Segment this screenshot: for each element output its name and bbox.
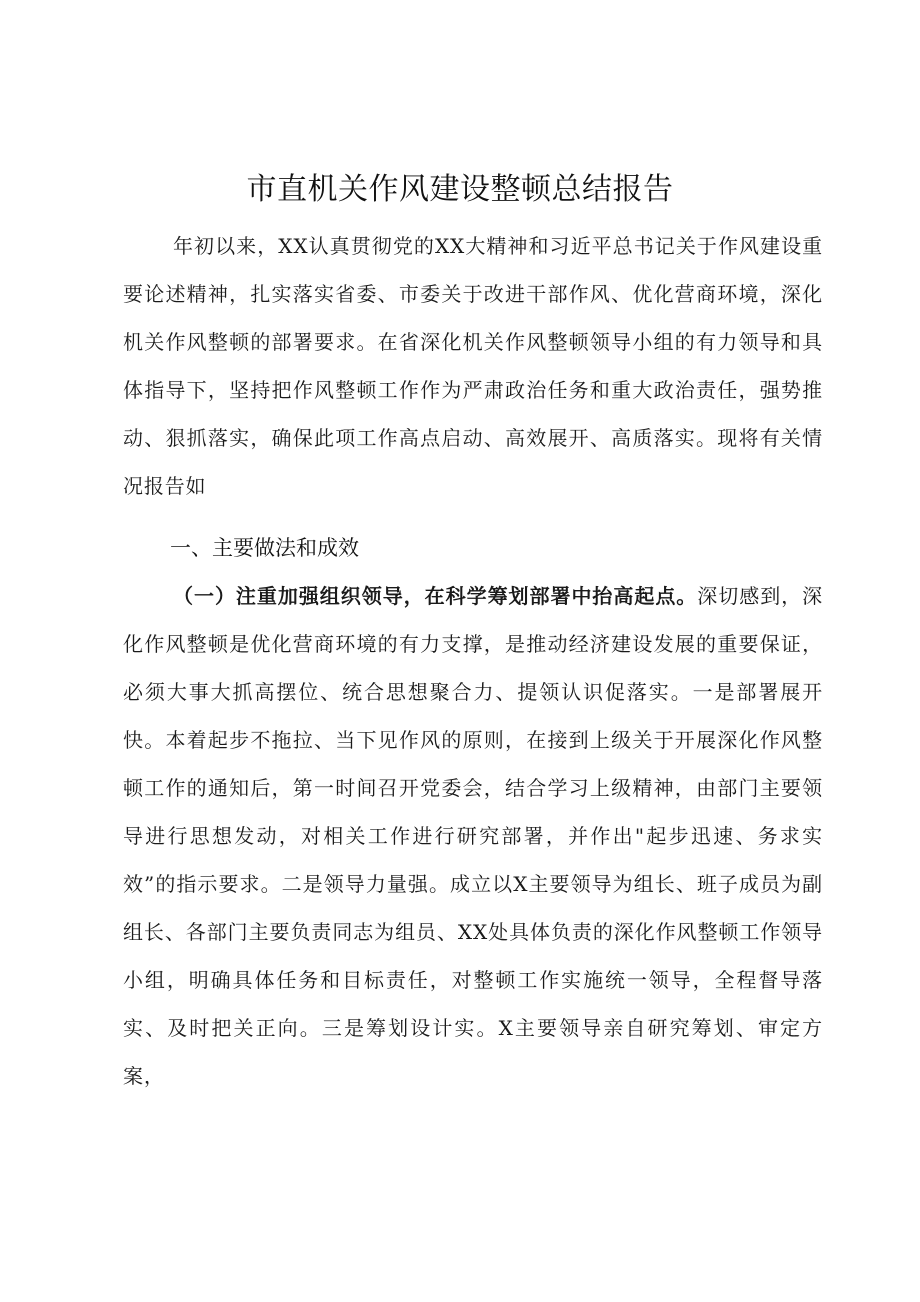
- document-title: 市直机关作风建设整顿总结报告: [246, 172, 674, 207]
- paragraph-1-lead: （一）注重加强组织领导，在科学筹划部署中抬高起点。: [173, 584, 698, 608]
- section-heading-1: 一、主要做法和成效: [170, 536, 359, 560]
- paragraph-1: [123, 572, 823, 1100]
- intro-paragraph: 年初以来，XX认真贯彻党的XX大精神和习近平总书记关于作风建设重要论述精神，扎实落实省委、市委关于改进干部作风、优化营商环境，深化机关作风整顿的部署要求。在省深化机关作风整顿领导小组的有力领导和具体指导下，坚持把作风整顿工作作为严肃政治任务和重大政治责任，强势推动、狠抓落实，确保此项工作高点启动、高效展开、高质落实。现将有关情况报告如: [123, 234, 823, 498]
- paragraph-1-body: 深切感到，深化作风整顿是优化营商环境的有力支撑，是推动经济建设发展的重要保证，必须大事大抓高摆位、统合思想聚合力、提领认识促落实。一是部署展开快。本着起步不拖拉、当下见作风的原则，在接到上级关于开展深化作风整顿工作的通知后，第一时间召开党委会，结合学习上级精神，由部门主要领导进行思想发动，对相关工作进行研究部署，并作出"起步迅速、务求实效”的指示要求。二是领导力量强。成立以X主要领导为组长、班子成员为副组长、各部门主要负责同志为组员、XX处具体负责的深化作风整顿工作领导小组，明确具体任务和目标责任，对整顿工作实施统一领导，全程督导落实、及时把关正向。三是筹划设计实。X主要领导亲自研究筹划、审定方案，: [123, 584, 824, 1088]
